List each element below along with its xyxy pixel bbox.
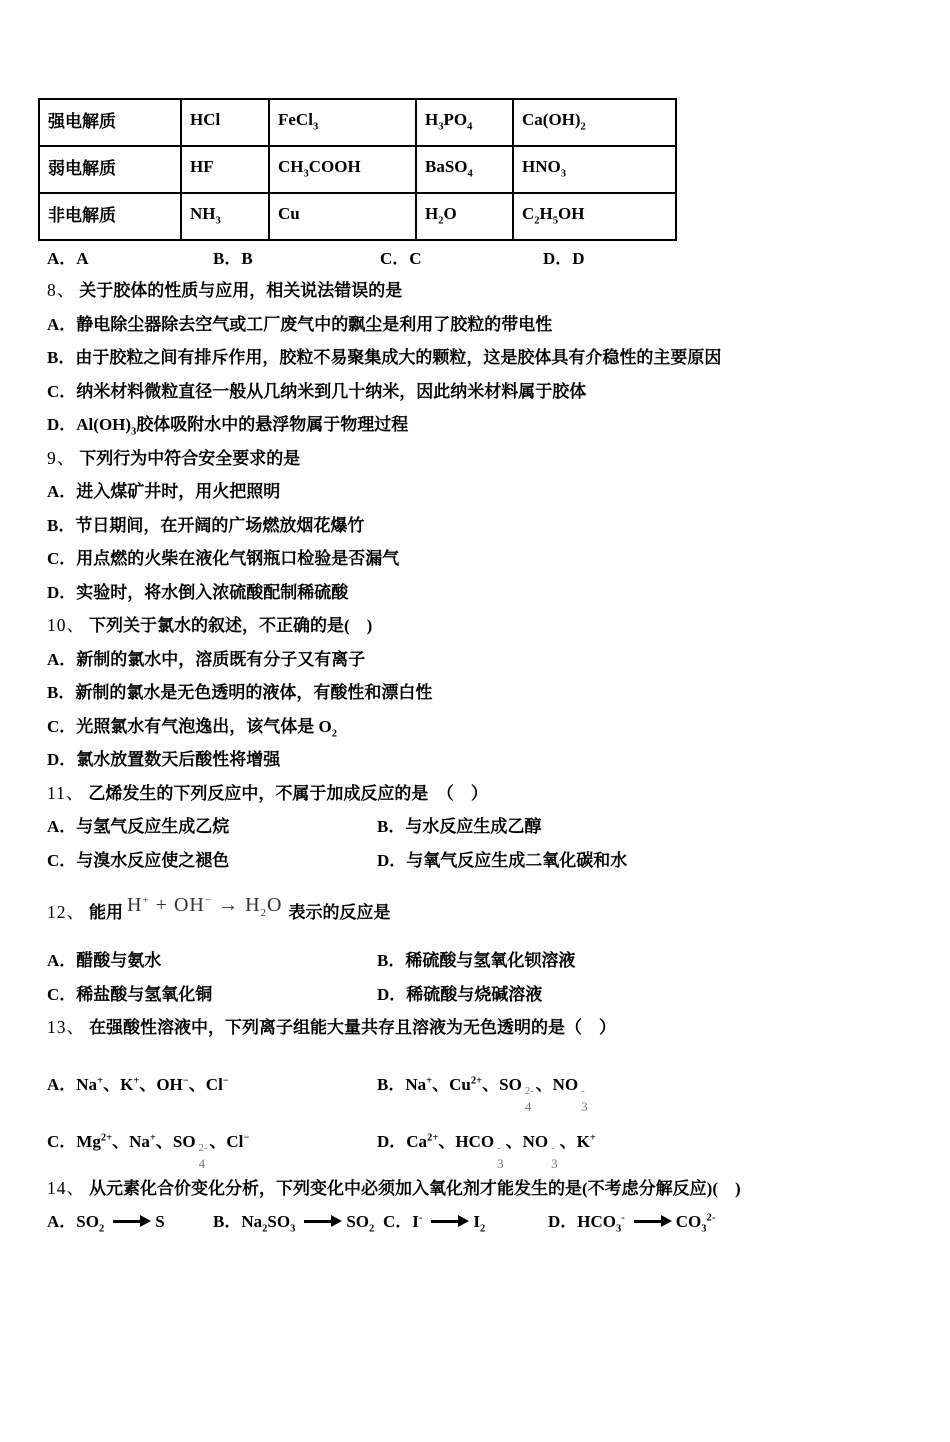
table-cell: BaSO$_4$ xyxy=(416,146,513,193)
table-cell: Cu xyxy=(269,193,416,240)
q10-header xyxy=(47,609,920,643)
q8-header xyxy=(47,274,920,308)
stacked-charge-script: - 3 xyxy=(551,1143,558,1171)
table-cell: $CH_3COOH$ xyxy=(269,146,416,193)
table-cell: $Ca(OH)_2$ xyxy=(513,99,676,146)
q9-option-c: C．用点燃的火柴在液化气钢瓶口检验是否漏气 xyxy=(47,549,400,568)
q11-title: 乙烯发生的下列反应中，不属于加成反应的是 （ ） xyxy=(88,783,488,803)
q14-option-d: D．$HCO_3^-$ $CO_3^{2-}$ xyxy=(548,1212,716,1235)
q13-option-a: A．Na+、K+、OH−、Cl− xyxy=(47,1074,229,1094)
reaction-arrow-icon xyxy=(431,1220,459,1223)
q8-number: 8、 xyxy=(47,280,76,300)
q8-title: 关于胶体的性质与应用，相关说法错误的是 xyxy=(79,281,403,300)
q12-option-b: B．稀硫酸与氢氧化钡溶液 xyxy=(377,951,576,970)
q10-option-d: D．氯水放置数天后酸性将增强 xyxy=(47,750,281,769)
table-row xyxy=(39,193,676,240)
table-row xyxy=(39,146,676,193)
q11-number: 11、 xyxy=(47,782,85,803)
table-cell: $NH_3$ xyxy=(181,193,269,240)
table-cell: HF xyxy=(181,146,269,193)
q14-options-row xyxy=(47,1205,920,1239)
q13-title: 在强酸性溶液中，下列离子组能大量共存且溶液为无色透明的是（ ） xyxy=(89,1018,616,1037)
table-cell: $H_2O$ xyxy=(416,193,513,240)
option-d: D．D xyxy=(543,249,585,268)
stacked-charge-script: - 3 xyxy=(497,1143,504,1171)
q10-title: 下列关于氯水的叙述，不正确的是( ) xyxy=(89,616,373,635)
q13-options-ab xyxy=(47,1068,920,1114)
q13-header xyxy=(47,1011,920,1045)
q11-header xyxy=(47,777,920,811)
q8-option-d: D．$Al(OH)_3$胶体吸附水中的悬浮物属于物理过程 xyxy=(47,415,409,438)
q10-number: 10、 xyxy=(47,615,85,635)
q8-option-b: B．由于胶粒之间有排斥作用，胶粒不易聚集成大的颗粒，这是胶体具有介稳性的主要原因 xyxy=(47,348,722,367)
q8-option-c: C．纳米材料微粒直径一般从几纳米到几十纳米，因此纳米材料属于胶体 xyxy=(47,381,587,401)
table-cell: HCl xyxy=(181,99,269,146)
exam-page xyxy=(0,98,950,1442)
q13-option-c: C．$Mg^{2+}$、Na+、SO 2- 4 、Cl− xyxy=(47,1132,250,1171)
q9-option-a: A．进入煤矿井时，用火把照明 xyxy=(47,482,281,501)
electrolyte-table xyxy=(38,98,677,241)
q12-options-cd xyxy=(47,978,920,1012)
q12-option-c: C．稀盐酸与氢氧化铜 xyxy=(47,984,213,1004)
stacked-charge-script: 2- 4 xyxy=(198,1143,208,1171)
q14-option-c: C．I- $I_2$ xyxy=(383,1212,486,1235)
q12-header xyxy=(47,883,920,927)
q13-options-cd xyxy=(47,1125,920,1171)
row-header-non-electrolyte: 非电解质 xyxy=(39,193,181,240)
q14-option-b: B．$Na_2SO_3$ $SO_2$ xyxy=(213,1212,375,1235)
q14-option-a: A．$SO_2$ S xyxy=(47,1212,165,1235)
answer-options-row xyxy=(47,244,920,274)
q9-title: 下列行为中符合安全要求的是 xyxy=(79,448,301,468)
q12-option-a: A．醋酸与氨水 xyxy=(47,951,162,970)
q11-option-d: D．与氧气反应生成二氧化碳和水 xyxy=(377,850,628,870)
q12-options-ab xyxy=(47,944,920,978)
stacked-charge-script: 2- 4 xyxy=(524,1085,534,1114)
q9-header xyxy=(47,442,920,476)
q13-option-d: D．$Ca^{2+}$、HCO - 3 、NO - 3 、K+ xyxy=(377,1132,596,1171)
ionic-equation: $H^+ + OH^- \to H_2O$ xyxy=(127,894,283,919)
table-cell: $C_2H_5OH$ xyxy=(513,193,676,240)
q11-option-b: B．与水反应生成乙醇 xyxy=(377,817,542,836)
q13-number: 13、 xyxy=(47,1017,85,1037)
table-cell: $H_3PO_4$ xyxy=(416,99,513,146)
option-b: B．B xyxy=(213,249,253,268)
q12-title-post: 表示的反应是 xyxy=(288,903,391,922)
q9-option-b: B．节日期间，在开阔的广场燃放烟花爆竹 xyxy=(47,515,365,535)
q11-options-cd xyxy=(47,844,920,878)
option-a: A．A xyxy=(47,249,89,268)
q13-option-b: B．Na+、$Cu^{2+}$、SO 2- 4 、NO - 3 xyxy=(377,1074,588,1114)
q11-option-a: A．与氢气反应生成乙烷 xyxy=(47,817,230,836)
q9-number: 9、 xyxy=(47,447,76,468)
row-header-strong-electrolyte: 强电解质 xyxy=(39,99,181,146)
q9-option-d: D．实验时，将水倒入浓硫酸配制稀硫酸 xyxy=(47,582,349,602)
stacked-charge-script: - 3 xyxy=(581,1085,588,1114)
q10-option-c: C．光照氯水有气泡逸出，该气体是 $O_2$ xyxy=(47,716,338,739)
q11-option-c: C．与溴水反应使之褪色 xyxy=(47,850,230,870)
option-c: C．C xyxy=(380,249,422,268)
reaction-arrow-icon xyxy=(113,1220,141,1223)
table-cell: $HNO_3$ xyxy=(513,146,676,193)
q12-title-pre: 能用 xyxy=(89,903,123,922)
q12-number: 12、 xyxy=(47,902,85,922)
reaction-arrow-icon xyxy=(634,1220,662,1223)
q8-option-a: A．静电除尘器除去空气或工厂废气中的飘尘是利用了胶粒的带电性 xyxy=(47,314,553,334)
q10-option-a: A．新制的氯水中，溶质既有分子又有离子 xyxy=(47,649,366,669)
q12-option-d: D．稀硫酸与烧碱溶液 xyxy=(377,984,543,1004)
table-row xyxy=(39,99,676,146)
q14-number: 14、 xyxy=(47,1177,85,1198)
q14-title: 从元素化合价变化分析，下列变化中必须加入氧化剂才能发生的是(不考虑分解反应)( ) xyxy=(89,1178,741,1198)
row-header-weak-electrolyte: 弱电解质 xyxy=(39,146,181,193)
q10-option-b: B．新制的氯水是无色透明的液体，有酸性和漂白性 xyxy=(47,683,433,702)
reaction-arrow-icon xyxy=(304,1220,332,1223)
q14-header xyxy=(47,1172,920,1206)
q11-options-ab xyxy=(47,810,920,844)
table-cell: FeCl$_3$ xyxy=(269,99,416,146)
question-body xyxy=(47,244,920,1239)
